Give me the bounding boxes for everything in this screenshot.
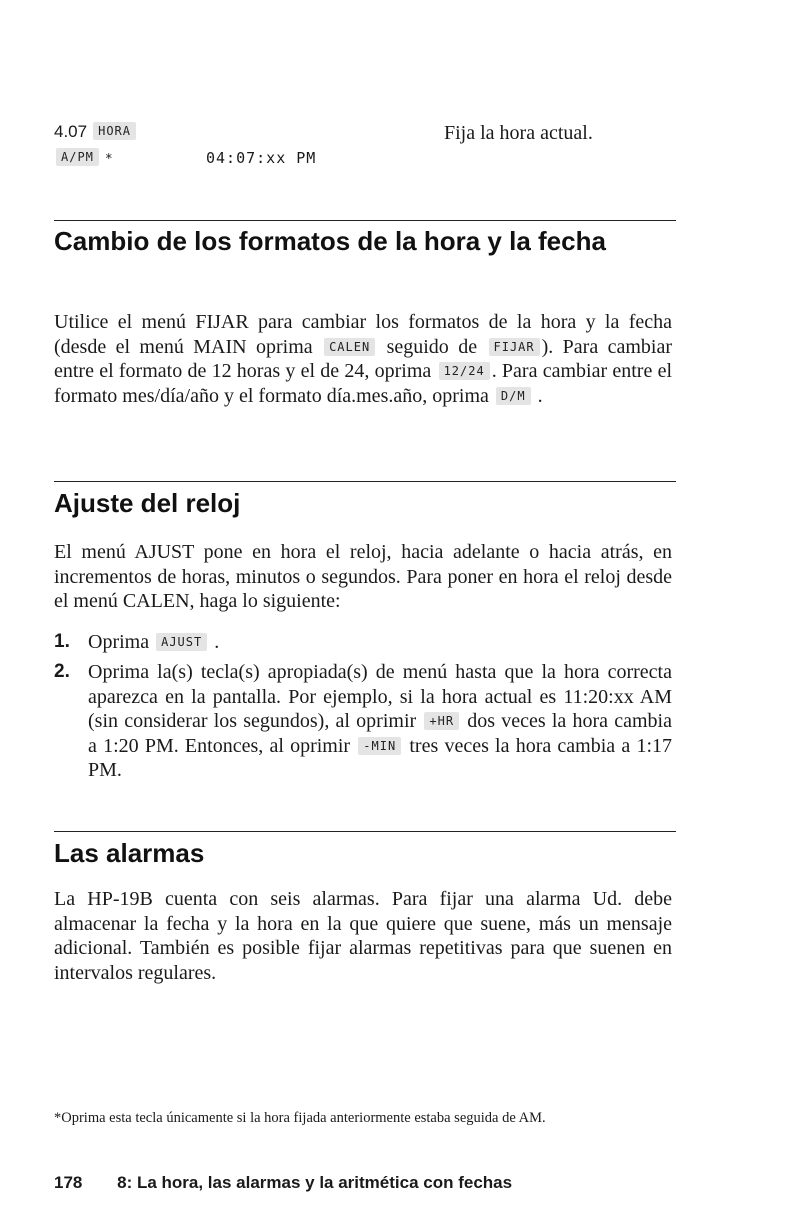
page-number: 178 xyxy=(54,1173,83,1192)
calculator-display-readout: 04:07:xx PM xyxy=(206,149,317,167)
example-line-1 xyxy=(54,122,674,144)
body-text: . xyxy=(214,631,220,653)
section-body-alarmas: La HP-19B cuenta con seis alarmas. Para fijar una alarma Ud. debe almacenar la fecha y la hora en la que quiere que suene, más un mensaje adicional. También es posible fijar alarmas repetitivas para que suenen en intervalos regulares. xyxy=(54,888,672,984)
12-24-key[interactable]: 12/24 xyxy=(439,362,490,380)
body-text: . xyxy=(537,384,543,407)
section-divider xyxy=(54,220,676,221)
body-text: Oprima la(s) tecla(s) apropiada(s) de menú hasta que la hora correcta aparezca en la pantalla. Por ejemplo, si la hora actual es 11:20:xx AM (sin considerar los segundos), al oprimir xyxy=(88,661,672,732)
body-text: seguido de xyxy=(386,335,478,358)
list-item xyxy=(54,660,672,783)
body-text: tres veces la hora cambia a 1:17 PM. xyxy=(88,734,672,781)
section-title-alarmas: Las alarmas xyxy=(54,838,205,868)
body-text: dos veces la hora cambia a 1:20 PM. Entonces, al oprimir xyxy=(88,710,672,757)
d-m-key[interactable]: D/M xyxy=(496,387,531,405)
hora-key[interactable]: HORA xyxy=(93,122,136,140)
calen-key[interactable]: CALEN xyxy=(324,338,375,356)
footnote-marker: * xyxy=(104,152,113,167)
example-step-number: 4.07 xyxy=(54,122,88,141)
list-item-number: 2. xyxy=(54,661,70,682)
footnote: *Oprima esta tecla únicamente si la hora fijada anteriormente estaba seguida de AM. xyxy=(54,1110,546,1126)
page-footer xyxy=(54,1173,694,1193)
list-item-number: 1. xyxy=(54,631,70,652)
body-text: . Para cambiar entre el formato mes/día/año y el formato día.mes.año, oprima xyxy=(54,360,673,407)
section-body-ajuste: El menú AJUST pone en hora el reloj, hacia adelante o hacia atrás, en incrementos de horas, minutos o segundos. Para poner en hora el reloj desde el menú CALEN, haga lo siguiente: xyxy=(54,541,672,612)
example-line-2 xyxy=(54,148,454,168)
fijar-key[interactable]: FIJAR xyxy=(489,338,540,356)
ajust-key[interactable]: AJUST xyxy=(156,633,207,651)
list-item-text xyxy=(88,630,672,655)
minus-min-key[interactable]: -MIN xyxy=(358,737,401,755)
section-divider xyxy=(54,831,676,832)
am-pm-key[interactable]: A/PM xyxy=(56,148,99,166)
section-body-formatos xyxy=(54,310,672,408)
list-item xyxy=(54,630,672,655)
section-title-ajuste: Ajuste del reloj xyxy=(54,488,241,518)
list-item-text xyxy=(88,660,672,783)
section-divider xyxy=(54,481,676,482)
body-text: Oprima xyxy=(88,631,150,653)
plus-hr-key[interactable]: +HR xyxy=(424,712,459,730)
section-title-formatos: Cambio de los formatos de la hora y la fecha xyxy=(54,226,606,256)
body-text: Utilice el menú FIJAR para cambiar los formatos de la hora y la fecha (desde el menú MAIN oprima xyxy=(54,311,672,358)
body-text: ). Para cambiar entre el formato de 12 horas y el de 24, oprima xyxy=(54,335,673,382)
example-description: Fija la hora actual. xyxy=(444,122,593,144)
chapter-title: 8: La hora, las alarmas y la aritmética con fechas xyxy=(117,1173,513,1192)
